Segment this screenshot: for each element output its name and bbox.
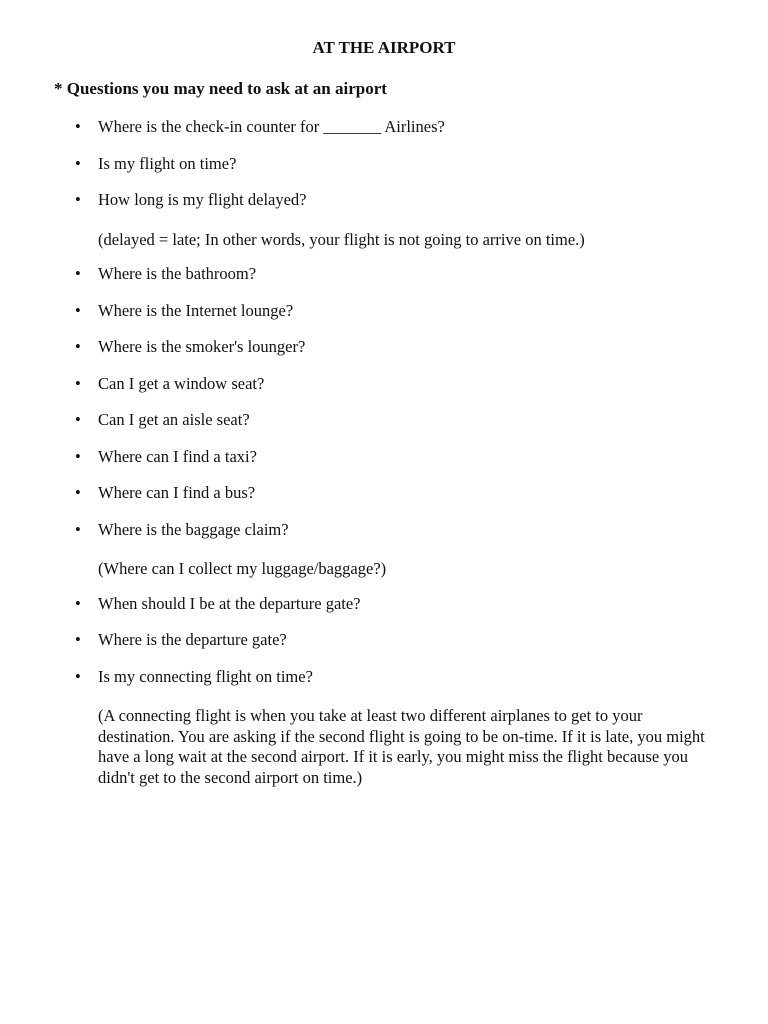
bullet-icon: •: [75, 190, 81, 209]
explanation-note: (delayed = late; In other words, your flight is not going to arrive on time.): [98, 229, 585, 249]
list-item: [0, 520, 768, 557]
question-text: When should I be at the departure gate?: [98, 593, 361, 613]
question-text: Where is the smoker's lounger?: [98, 337, 306, 356]
explanation-note: (A connecting flight is when you take at least two different airplanes to get to your destination. You are asking if the second flight is going to be on-time. If it is late, you might have a long wait at the second airport. If it is early, you might miss the flight because you didn't get to the second airport on time.): [98, 706, 705, 787]
bullet-icon: •: [75, 630, 81, 649]
explanation-note: (Where can I collect my luggage/baggage?): [98, 559, 387, 578]
list-item: [0, 264, 768, 301]
question-text: Where is the check-in counter for _______ Airlines?: [98, 117, 445, 136]
section-heading: * Questions you may need to ask at an airport: [54, 79, 387, 98]
question-text: Is my flight on time?: [98, 153, 237, 173]
list-item: [0, 154, 768, 191]
bullet-icon: •: [75, 446, 81, 466]
page-title: AT THE AIRPORT: [312, 38, 456, 57]
bullet-icon: •: [75, 483, 81, 502]
bullet-icon: •: [75, 300, 81, 320]
question-text: Where is the baggage claim?: [98, 519, 289, 539]
bullet-icon: •: [75, 264, 81, 283]
question-text: How long is my flight delayed?: [98, 190, 307, 209]
question-text: Where is the bathroom?: [98, 264, 257, 283]
question-text: Can I get a window seat?: [98, 373, 265, 393]
list-item: [0, 483, 768, 520]
list-item: [0, 337, 768, 374]
list-item: [0, 667, 768, 704]
list-item: [0, 594, 768, 631]
list-item: [0, 190, 768, 227]
list-item: [0, 374, 768, 411]
bullet-icon: •: [75, 410, 81, 429]
bullet-icon: •: [75, 666, 81, 686]
list-item: [0, 117, 768, 154]
list-item: [0, 410, 768, 447]
bullet-icon: •: [75, 593, 81, 613]
question-text: Where is the Internet lounge?: [98, 300, 294, 320]
bullet-icon: •: [75, 337, 81, 356]
question-list: [0, 117, 768, 802]
question-text: Is my connecting flight on time?: [98, 666, 313, 686]
question-text: Where is the departure gate?: [98, 630, 287, 649]
list-item: [0, 301, 768, 338]
question-text: Where can I find a bus?: [98, 483, 256, 502]
question-text: Can I get an aisle seat?: [98, 410, 250, 429]
list-item: [0, 447, 768, 484]
question-text: Where can I find a taxi?: [98, 446, 257, 466]
bullet-icon: •: [75, 373, 81, 393]
list-item: [0, 630, 768, 667]
bullet-icon: •: [75, 153, 81, 173]
bullet-icon: •: [75, 117, 81, 136]
bullet-icon: •: [75, 519, 81, 539]
